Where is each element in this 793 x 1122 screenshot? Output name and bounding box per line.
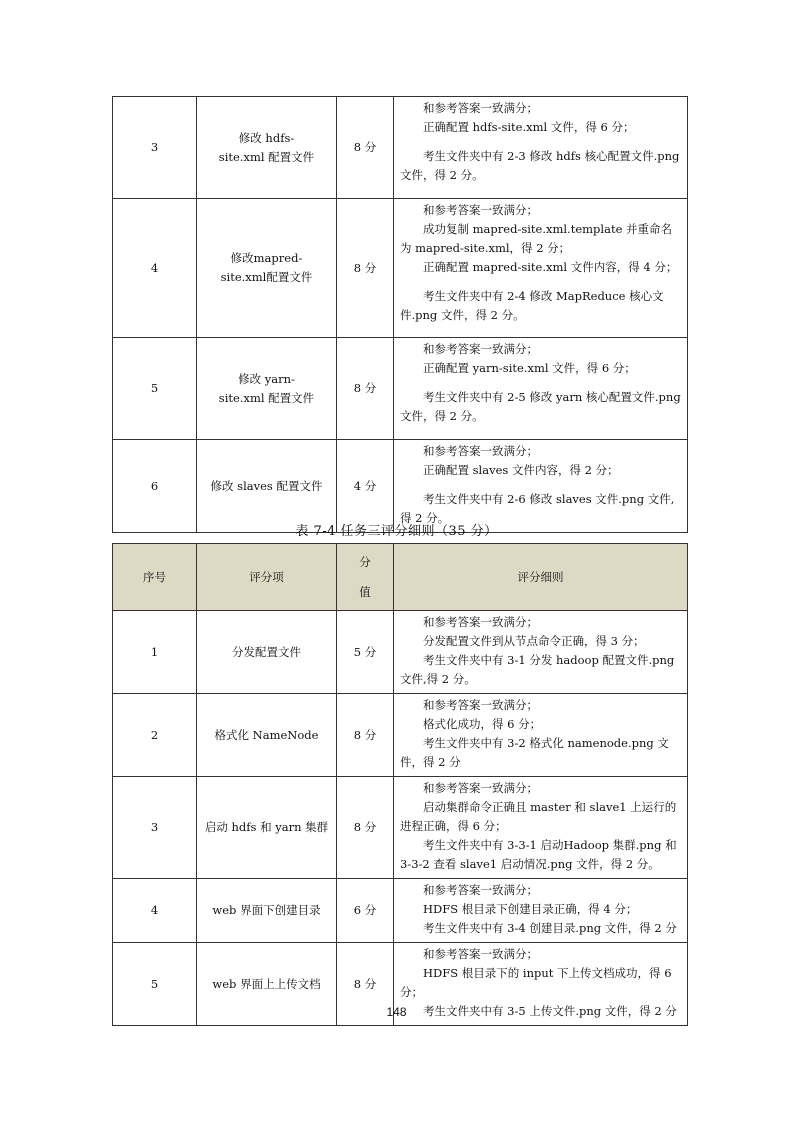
page-number: 148 [386, 1005, 407, 1019]
scoring-item: 修改 yarn-site.xml 配置文件 [197, 338, 337, 440]
row-number: 3 [113, 97, 197, 199]
score: 8 分 [337, 199, 394, 338]
row-number: 6 [113, 440, 197, 533]
score: 6 分 [337, 879, 394, 943]
row-number: 5 [113, 943, 197, 1026]
header-score: 分值 [337, 544, 394, 611]
row-number: 5 [113, 338, 197, 440]
table-row [113, 694, 688, 777]
table-row [113, 777, 688, 879]
table-row [113, 199, 688, 338]
scoring-detail: 和参考答案一致满分； 成功复制 mapred-site.xml.template 并重命名为 mapred-site.xml，得 2 分； 正确配置 mapred-site.xml 文件内容，得 4 分； 考生文件夹中有 2-4 修改 MapReduce 核心文件.png 文件，得 2 分。 [394, 199, 688, 338]
table-caption: 表 7-4 任务三评分细则（35 分） [295, 524, 498, 539]
row-number: 4 [113, 199, 197, 338]
scoring-detail: 和参考答案一致满分； 分发配置文件到从节点命令正确，得 3 分； 考生文件夹中有 3-1 分发 hadoop 配置文件.png 文件,得 2 分。 [394, 611, 688, 694]
row-number: 1 [113, 611, 197, 694]
header-no: 序号 [113, 544, 197, 611]
row-number: 4 [113, 879, 197, 943]
table-row [113, 97, 688, 199]
scoring-detail: 和参考答案一致满分； 正确配置 hdfs-site.xml 文件，得 6 分； 考生文件夹中有 2-3 修改 hdfs 核心配置文件.png 文件，得 2 分。 [394, 97, 688, 199]
table-row [113, 879, 688, 943]
row-number: 3 [113, 777, 197, 879]
scoring-item: web 界面下创建目录 [197, 879, 337, 943]
score: 4 分 [337, 440, 394, 533]
row-number: 2 [113, 694, 197, 777]
scoring-item: 分发配置文件 [197, 611, 337, 694]
table-row [113, 440, 688, 533]
table-header-row [113, 544, 688, 611]
scoring-detail: 和参考答案一致满分； 正确配置 yarn-site.xml 文件，得 6 分； 考生文件夹中有 2-5 修改 yarn 核心配置文件.png 文件，得 2 分。 [394, 338, 688, 440]
score: 8 分 [337, 338, 394, 440]
scoring-detail: 和参考答案一致满分； HDFS 根目录下创建目录正确，得 4 分； 考生文件夹中有 3-4 创建目录.png 文件，得 2 分 [394, 879, 688, 943]
header-detail: 评分细则 [394, 544, 688, 611]
scoring-table-task3 [112, 543, 688, 1026]
score: 8 分 [337, 97, 394, 199]
score: 8 分 [337, 943, 394, 1026]
scoring-detail: 和参考答案一致满分； HDFS 根目录下的 input 下上传文档成功，得 6 分； 考生文件夹中有 3-5 上传文件.png 文件，得 2 分 [394, 943, 688, 1026]
table-row [113, 338, 688, 440]
scoring-item: 修改mapred-site.xml配置文件 [197, 199, 337, 338]
scoring-detail: 和参考答案一致满分； 格式化成功，得 6 分； 考生文件夹中有 3-2 格式化 namenode.png 文件，得 2 分 [394, 694, 688, 777]
header-item: 评分项 [197, 544, 337, 611]
scoring-item: 格式化 NameNode [197, 694, 337, 777]
scoring-item: 修改 hdfs-site.xml 配置文件 [197, 97, 337, 199]
score: 8 分 [337, 694, 394, 777]
score: 5 分 [337, 611, 394, 694]
table-row [113, 611, 688, 694]
scoring-detail: 和参考答案一致满分； 启动集群命令正确且 master 和 slave1 上运行的进程正确，得 6 分； 考生文件夹中有 3-3-1 启动Hadoop 集群.png 和 3-3-2 查看 slave1 启动情况.png 文件，得 2 分。 [394, 777, 688, 879]
scoring-table-continued [112, 96, 688, 533]
scoring-item: web 界面上上传文档 [197, 943, 337, 1026]
scoring-detail: 和参考答案一致满分； 正确配置 slaves 文件内容，得 2 分； 考生文件夹中有 2-6 修改 slaves 文件.png 文件,得 2 分。 [394, 440, 688, 533]
scoring-item: 启动 hdfs 和 yarn 集群 [197, 777, 337, 879]
score: 8 分 [337, 777, 394, 879]
scoring-item: 修改 slaves 配置文件 [197, 440, 337, 533]
